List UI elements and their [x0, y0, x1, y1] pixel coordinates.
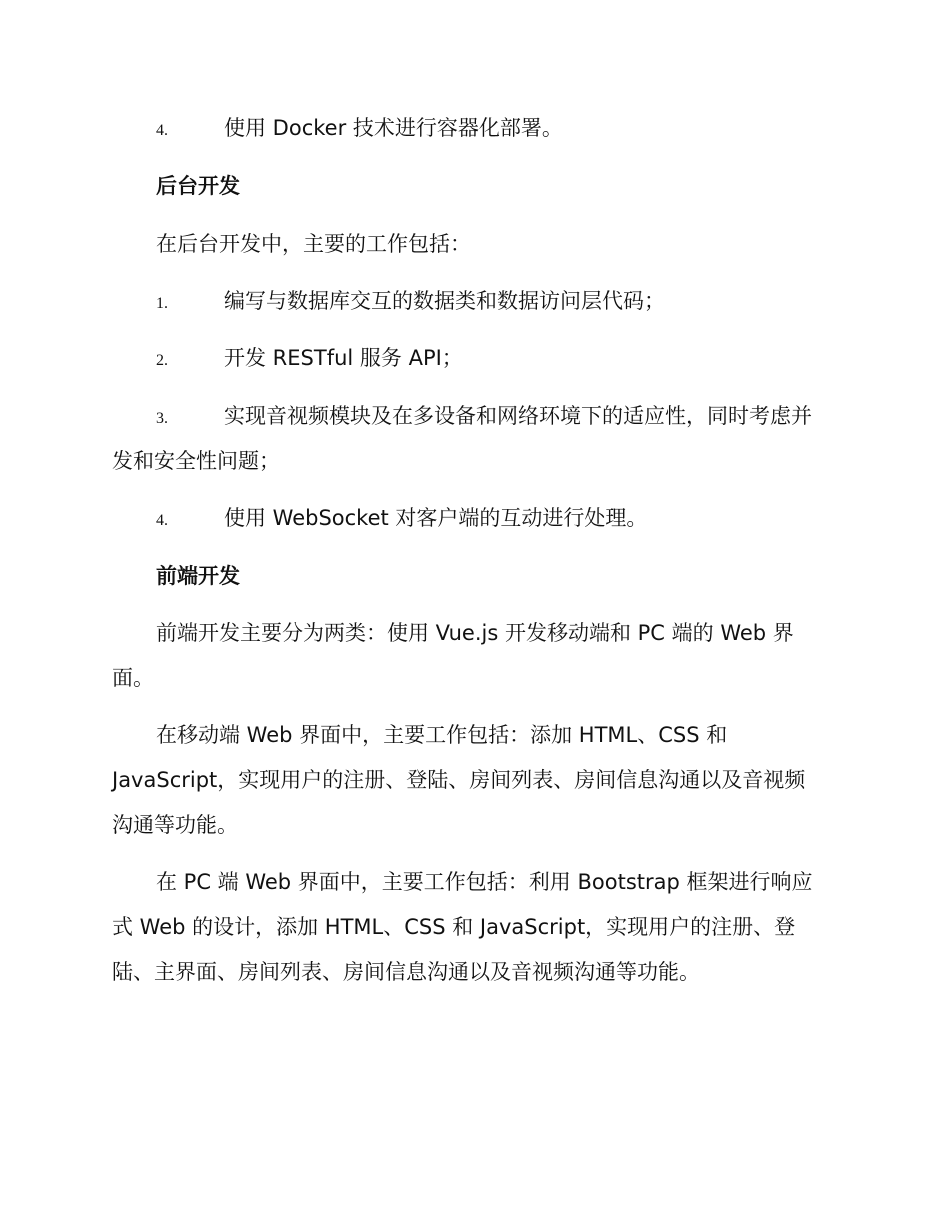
list-item	[156, 286, 886, 319]
list-number: 4.	[156, 512, 168, 529]
paragraph-backend-intro: 在后台开发中，主要的工作包括：	[156, 232, 471, 256]
paragraph-line: 前端开发主要分为两类：使用 Vue.js 开发移动端和 PC 端的 Web 界	[156, 621, 794, 645]
section-heading-backend: 后台开发	[156, 174, 240, 198]
list-item	[156, 113, 886, 146]
list-item-continuation: 发和安全性问题；	[112, 449, 280, 473]
paragraph-line: 在 PC 端 Web 界面中，主要工作包括：利用 Bootstrap 框架进行响应	[156, 870, 813, 894]
paragraph-line: 式 Web 的设计，添加 HTML、CSS 和 JavaScript，实现用户的注册、登	[112, 915, 796, 939]
paragraph-line: JavaScript，实现用户的注册、登陆、房间列表、房间信息沟通以及音视频	[112, 768, 806, 792]
paragraph-line: 沟通等功能。	[112, 813, 238, 837]
list-item	[156, 343, 886, 376]
paragraph-line: 面。	[112, 666, 154, 690]
list-number: 4.	[156, 122, 168, 139]
list-item	[156, 401, 886, 434]
paragraph-line: 在移动端 Web 界面中，主要工作包括：添加 HTML、CSS 和	[156, 723, 728, 747]
list-text: 使用 Docker 技术进行容器化部署。	[224, 116, 563, 140]
list-text: 实现音视频模块及在多设备和网络环境下的适应性，同时考虑并	[224, 404, 812, 428]
list-number: 2.	[156, 352, 168, 369]
section-heading-frontend: 前端开发	[156, 564, 240, 588]
list-text: 开发 RESTful 服务 API；	[224, 346, 463, 370]
list-text: 使用 WebSocket 对客户端的互动进行处理。	[224, 506, 648, 530]
list-number: 3.	[156, 410, 168, 427]
list-text: 编写与数据库交互的数据类和数据访问层代码；	[224, 289, 665, 313]
list-item	[156, 503, 886, 536]
list-number: 1.	[156, 295, 168, 312]
paragraph-line: 陆、主界面、房间列表、房间信息沟通以及音视频沟通等功能。	[112, 960, 700, 984]
